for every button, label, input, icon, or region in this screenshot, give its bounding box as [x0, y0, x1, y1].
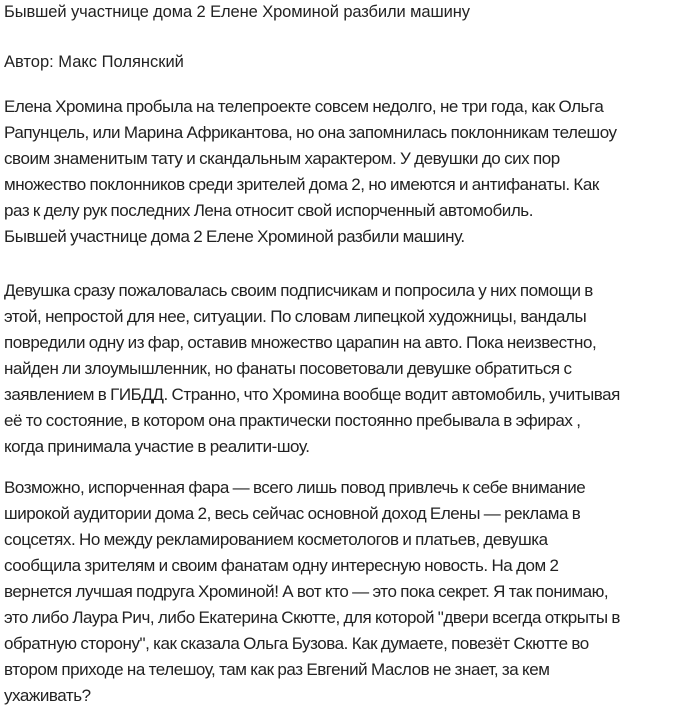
text-line: раз к делу рук последних Лена относит свой испорченный автомобиль.	[4, 201, 533, 220]
text-line: Елена Хромина пробыла на телепроекте совсем недолго, не три года, как Ольга	[4, 97, 604, 116]
text-line: ухаживать?	[4, 686, 91, 705]
text-line: сообщила зрителям и своим фанатам одну интересную новость. На дом 2	[4, 556, 559, 575]
text-line: когда принимала участие в реалити-шоу.	[4, 437, 310, 456]
text-line: этой, непростой для нее, ситуации. По словам липецкой художницы, вандалы	[4, 307, 587, 326]
text-line: найден ли злоумышленник, но фанаты посоветовали девушке обратиться с	[4, 359, 572, 378]
text-line: соцсетях. Но между рекламированием косметологов и платьев, девушка	[4, 530, 548, 549]
text-line: обратную сторону", как сказала Ольга Бузова. Как думаете, повезёт Скютте во	[4, 634, 589, 653]
article-title: Бывшей участнице дома 2 Елене Хроминой разбили машину	[4, 3, 470, 21]
text-line: вернется лучшая подруга Хроминой! А вот кто — это пока секрет. Я так понимаю,	[4, 582, 609, 601]
paragraph-2	[4, 278, 699, 460]
text-line: Рапунцель, или Марина Африкантова, но она запомнилась поклонникам телешоу	[4, 123, 617, 142]
text-line: множество поклонников среди зрителей дома 2, но имеются и антифанаты. Как	[4, 175, 599, 194]
paragraph-3	[4, 475, 699, 709]
text-line: повредили одну из фар, оставив множество царапин на авто. Пока неизвестно,	[4, 333, 597, 352]
text-line: своим знаменитым тату и скандальным характером. У девушки до сих пор	[4, 149, 560, 168]
text-line: это либо Лаура Рич, либо Екатерина Скютте, для которой "двери всегда открыты в	[4, 608, 620, 627]
text-line: широкой аудитории дома 2, весь сейчас основной доход Елены — реклама в	[4, 504, 581, 523]
article-author: Автор: Макс Полянский	[4, 53, 184, 71]
text-line: заявлением в ГИБДД. Странно, что Хромина вообще водит автомобиль, учитывая	[4, 385, 620, 404]
text-line: её то состояние, в котором она практически постоянно пребывала в эфирах ,	[4, 411, 581, 430]
text-line: Бывшей участнице дома 2 Елене Хроминой разбили машину.	[4, 227, 465, 246]
text-line: втором приходе на телешоу, там как раз Евгений Маслов не знает, за кем	[4, 660, 550, 679]
text-line: Девушка сразу пожаловалась своим подписчикам и попросила у них помощи в	[4, 281, 593, 300]
paragraph-1	[4, 94, 699, 250]
text-line: Возможно, испорченная фара — всего лишь повод привлечь к себе внимание	[4, 478, 586, 497]
